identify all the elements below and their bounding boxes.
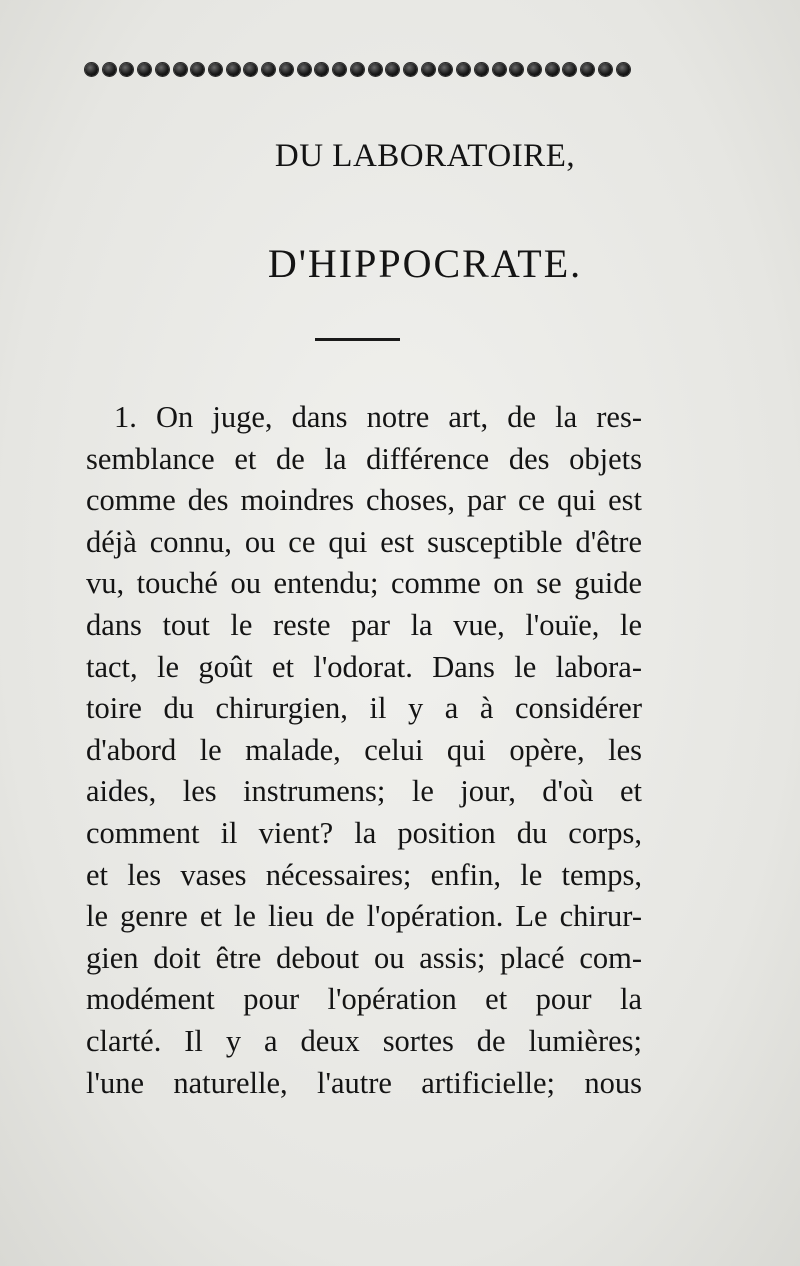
chapter-title-line-1: DU LABORATOIRE, (274, 138, 576, 174)
body-line: tact, le goût et l'odorat. Dans le labora- (86, 649, 642, 684)
ornament-bead (227, 63, 240, 76)
ornament-bead (493, 63, 506, 76)
ornament-bead (138, 63, 151, 76)
decorative-bead-border (85, 58, 630, 80)
ornament-bead (581, 63, 594, 76)
body-line: 1. On juge, dans notre art, de la res- (114, 400, 642, 434)
body-line: modément pour l'opération et pour la (86, 982, 642, 1017)
ornament-bead (156, 63, 169, 76)
body-line: déjà connu, ou ce qui est susceptible d'être (86, 524, 642, 559)
ornament-bead (120, 63, 133, 76)
body-line: toire du chirurgien, il y a à considérer (86, 691, 642, 726)
ornament-bead (528, 63, 541, 76)
ornament-bead (191, 63, 204, 76)
ornament-bead (244, 63, 257, 76)
ornament-bead (457, 63, 470, 76)
body-line: clarté. Il y a deux sortes de lumières; (86, 1023, 642, 1058)
body-line: dans tout le reste par la vue, l'ouïe, le (86, 607, 642, 642)
body-line: vu, touché ou entendu; comme on se guide (86, 566, 642, 601)
body-line: et les vases nécessaires; enfin, le temps, (86, 857, 642, 892)
ornament-bead (262, 63, 275, 76)
ornament-bead (103, 63, 116, 76)
body-line: d'abord le malade, celui qui opère, les (86, 732, 642, 767)
body-line: le genre et le lieu de l'opération. Le chirur- (86, 899, 642, 934)
ornament-bead (510, 63, 523, 76)
ornament-bead (599, 63, 612, 76)
chapter-title-line-2: D'HIPPOCRATE. (267, 241, 583, 286)
ornament-bead (174, 63, 187, 76)
ornament-bead (386, 63, 399, 76)
body-line: l'une naturelle, l'autre artificielle; nous (86, 1065, 642, 1100)
ornament-bead (280, 63, 293, 76)
body-line: semblance et de la différence des objets (86, 441, 642, 476)
body-paragraph (86, 397, 642, 1104)
body-line: comment il vient? la position du corps, (86, 815, 642, 850)
body-line: aides, les instrumens; le jour, d'où et (86, 774, 642, 809)
ornament-bead (85, 63, 98, 76)
ornament-bead (475, 63, 488, 76)
body-line: comme des moindres choses, par ce qui est (86, 483, 642, 518)
ornament-bead (351, 63, 364, 76)
ornament-bead (563, 63, 576, 76)
ornament-bead (546, 63, 559, 76)
ornament-bead (617, 63, 630, 76)
ornament-bead (422, 63, 435, 76)
body-line: gien doit être debout ou assis; placé com- (86, 940, 642, 975)
ornament-bead (369, 63, 382, 76)
ornament-bead (439, 63, 452, 76)
ornament-bead (209, 63, 222, 76)
ornament-bead (298, 63, 311, 76)
ornament-bead (333, 63, 346, 76)
ornament-bead (315, 63, 328, 76)
title-divider-rule (315, 338, 400, 341)
ornament-bead (404, 63, 417, 76)
